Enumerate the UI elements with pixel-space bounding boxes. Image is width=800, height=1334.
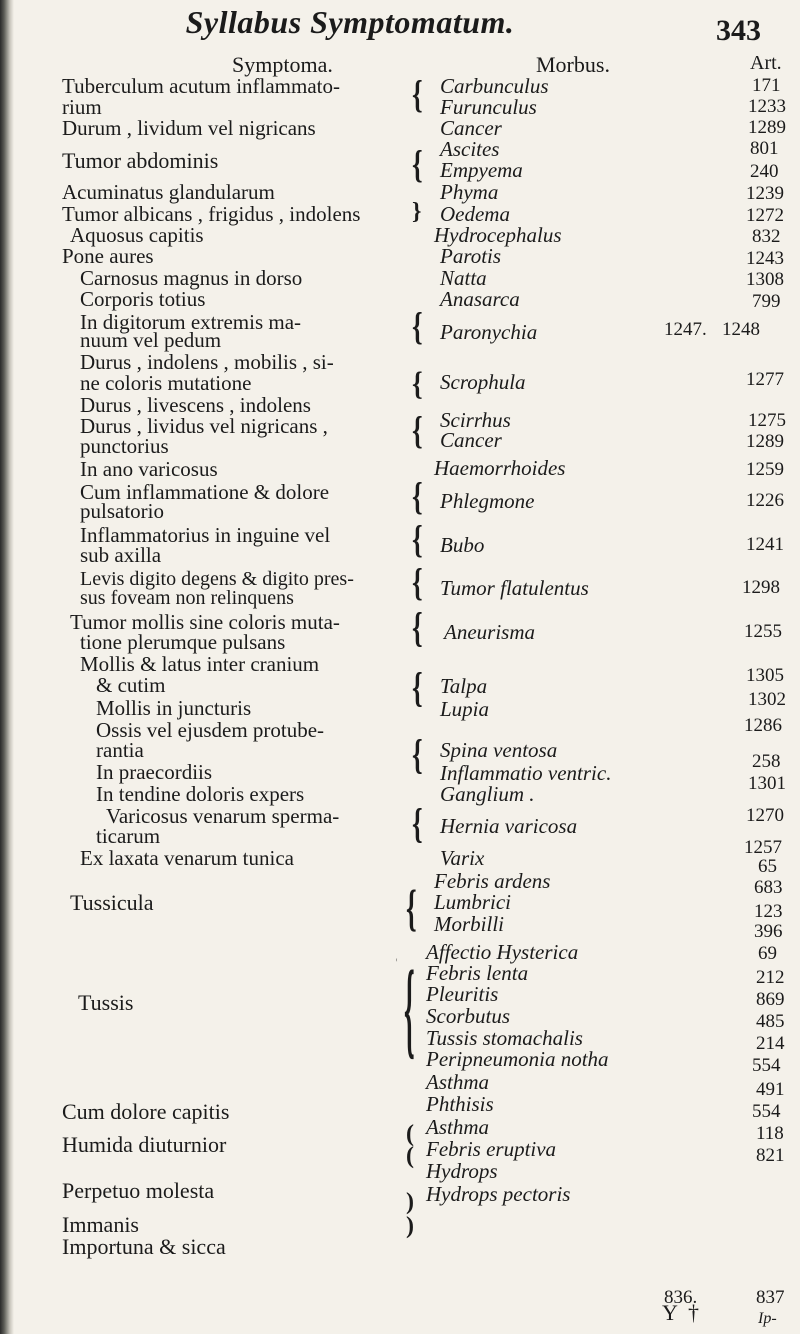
- symptom-line: Mollis & latus inter cranium: [80, 652, 320, 676]
- article-number: 821: [756, 1145, 785, 1166]
- brace: {: [396, 957, 398, 962]
- symptom-line: Cum inflammatione & dolore: [80, 480, 330, 504]
- symptom-line: Cum dolore capitis: [62, 1099, 230, 1124]
- disease-line: Tumor flatulentus: [440, 576, 589, 600]
- disease-line: Natta: [440, 266, 487, 290]
- symptom-line: tione plerumque pulsans: [80, 630, 286, 654]
- article-number: 837: [756, 1287, 785, 1308]
- disease-line: Peripneumonia notha: [426, 1047, 609, 1071]
- disease-line: Febris eruptiva: [426, 1137, 557, 1161]
- article-number: 240: [750, 161, 779, 182]
- disease-line: Cancer: [440, 428, 502, 452]
- symptom-line: Tumor mollis sine coloris muta-: [70, 610, 340, 634]
- article-number: 1241: [746, 534, 784, 555]
- symptom-line: Tussicula: [70, 890, 154, 915]
- symptom-line: Durum , lividum vel nigricans: [62, 116, 316, 140]
- symptom-line: ticarum: [96, 824, 161, 848]
- article-number: 1286: [744, 715, 782, 736]
- printer-mark: †: [688, 1300, 699, 1325]
- article-number: 801: [750, 138, 779, 159]
- article-number: 1272: [746, 205, 784, 226]
- article-number: 1275: [748, 410, 786, 431]
- symptom-line: Tussis: [78, 990, 134, 1015]
- symptom-line: sus foveam non relinquens: [80, 587, 294, 609]
- disease-line: Parotis: [440, 244, 502, 268]
- disease-line: Furunculus: [440, 95, 537, 119]
- article-number: 1257: [744, 837, 782, 858]
- disease-line: Affectio Hysterica: [426, 940, 579, 964]
- symptom-line: In digitorum extremis ma-: [80, 310, 302, 334]
- brace: }: [412, 198, 422, 225]
- cross-reference: 836.: [664, 1287, 698, 1308]
- disease-line: Phlegmone: [440, 489, 535, 513]
- disease-line: Scorbutus: [426, 1004, 510, 1028]
- symptom-line: Durus , lividus vel nigricans ,: [80, 414, 328, 438]
- symptom-line: Tumor albicans , frigidus , indolens: [62, 202, 361, 226]
- symptom-line: & cutim: [96, 673, 166, 697]
- disease-line: Cancer: [440, 116, 502, 140]
- disease-line: Aneurisma: [444, 620, 535, 644]
- article-number: 1259: [746, 459, 784, 480]
- article-number: 69: [758, 943, 777, 964]
- brace: {: [412, 305, 423, 349]
- brace: {: [412, 409, 423, 453]
- disease-line: Lumbrici: [434, 890, 512, 914]
- art-column-header: Art.: [750, 52, 782, 74]
- article-number: 1277: [746, 369, 784, 390]
- article-number: 485: [756, 1011, 785, 1032]
- disease-line: Ganglium .: [440, 782, 535, 806]
- brace: {: [412, 801, 423, 848]
- disease-line: Bubo: [440, 533, 485, 557]
- disease-line: Asthma: [426, 1115, 489, 1139]
- brace: {: [404, 950, 415, 1070]
- article-number: 1233: [748, 96, 786, 117]
- disease-line: Phyma: [440, 180, 499, 204]
- page-number: 343: [716, 14, 761, 47]
- article-number: 491: [756, 1079, 785, 1100]
- symptom-line: sub axilla: [80, 543, 162, 567]
- brace: {: [412, 561, 423, 605]
- article-number: 1305: [746, 665, 784, 686]
- article-number: 118: [756, 1123, 784, 1144]
- article-number: 1308: [746, 269, 784, 290]
- symptom-line: pulsatorio: [80, 499, 164, 523]
- binding-edge: [0, 0, 14, 1334]
- brace: {: [412, 143, 423, 187]
- brace: (: [406, 1142, 414, 1169]
- disease-line: Scirrhus: [440, 408, 511, 432]
- symptom-line: ne coloris mutatione: [80, 371, 252, 395]
- article-number: 258: [752, 751, 781, 772]
- article-number: 1298: [742, 577, 780, 598]
- article-number: 396: [754, 921, 783, 942]
- article-number: 554: [752, 1101, 781, 1122]
- article-number: 554: [752, 1055, 781, 1076]
- symptom-line: Durus , indolens , mobilis , si-: [80, 350, 334, 374]
- symptom-line: rium: [62, 95, 102, 119]
- symptom-line: Mollis in juncturis: [96, 696, 252, 720]
- symptom-line: Pone aures: [62, 244, 154, 268]
- running-head: Syllabus Symptomatum.: [185, 4, 515, 40]
- symptom-line: Levis digito degens & digito pres-: [80, 568, 354, 590]
- disease-line: Phthisis: [426, 1092, 494, 1116]
- article-number: 683: [754, 877, 783, 898]
- article-number: 214: [756, 1033, 785, 1054]
- disease-line: Spina ventosa: [440, 738, 558, 762]
- disease-line: Hernia varicosa: [440, 814, 578, 838]
- symptom-line: Varicosus venarum sperma-: [106, 804, 340, 828]
- article-number: 1243: [746, 248, 784, 269]
- disease-line: Lupia: [440, 697, 490, 721]
- article-number: 171: [752, 75, 781, 96]
- symptom-line: Importuna & sicca: [62, 1234, 226, 1259]
- disease-line: Talpa: [440, 674, 488, 698]
- symptom-line: Acuminatus glandularum: [62, 180, 275, 204]
- article-number: 799: [752, 291, 781, 312]
- symptom-line: Humida diuturnior: [62, 1132, 227, 1157]
- disease-line: Oedema: [440, 202, 510, 226]
- brace: {: [412, 475, 423, 519]
- symptom-line: Tuberculum acutum inflammato-: [62, 74, 341, 98]
- symptom-line: Ossis vel ejusdem protube-: [96, 718, 325, 742]
- symptom-line: In tendine doloris expers: [96, 782, 305, 806]
- article-number: 212: [756, 967, 785, 988]
- cross-reference: 1247.: [664, 319, 707, 340]
- disease-line: Morbilli: [434, 912, 505, 936]
- brace: {: [412, 365, 423, 403]
- disease-line: Febris lenta: [426, 961, 529, 985]
- brace: {: [412, 732, 423, 779]
- disease-line: Hydrops: [426, 1159, 498, 1183]
- symptom-line: Durus , livescens , indolens: [80, 393, 311, 417]
- disease-line: Febris ardens: [434, 869, 551, 893]
- brace: ): [406, 1212, 414, 1239]
- symptom-line: Inflammatorius in inguine vel: [80, 523, 331, 547]
- brace: {: [412, 73, 423, 117]
- brace: {: [412, 605, 423, 652]
- disease-line: Hydrocephalus: [434, 223, 562, 247]
- disease-line: Tussis stomachalis: [426, 1026, 583, 1050]
- brace: {: [412, 518, 423, 562]
- article-number: 1289: [748, 117, 786, 138]
- disease-line: Paronychia: [440, 320, 538, 344]
- symptom-line: In ano varicosus: [80, 457, 218, 481]
- brace: ): [406, 1188, 414, 1215]
- symptom-line: nuum vel pedum: [80, 328, 222, 352]
- disease-line: Haemorrhoides: [434, 456, 566, 480]
- article-number: 1270: [746, 805, 784, 826]
- symptom-line: punctorius: [80, 434, 169, 458]
- disease-line: Pleuritis: [426, 982, 499, 1006]
- article-number: 1289: [746, 431, 784, 452]
- article-number: 65: [758, 856, 777, 877]
- article-number: 1302: [748, 689, 786, 710]
- disease-line: Scrophula: [440, 370, 526, 394]
- article-number: 1239: [746, 183, 784, 204]
- symptom-line: Ex laxata venarum tunica: [80, 846, 294, 870]
- catchword: Ip-: [758, 1310, 777, 1327]
- disease-line: Ascites: [440, 137, 500, 161]
- symptom-line: In praecordiis: [96, 760, 213, 784]
- symptom-line: Tumor abdominis: [62, 148, 219, 173]
- symptom-line: Corporis totius: [80, 287, 206, 311]
- symptom-line: Immanis: [62, 1212, 139, 1237]
- disease-line: Inflammatio ventric.: [440, 761, 612, 785]
- article-number: 832: [752, 226, 781, 247]
- symptoma-column-header: Symptoma.: [232, 52, 333, 77]
- signature-mark: Y: [662, 1300, 678, 1325]
- symptom-line: Aquosus capitis: [70, 223, 204, 247]
- symptom-line: Carnosus magnus in dorso: [80, 266, 303, 290]
- brace: {: [406, 880, 417, 937]
- symptom-line: Perpetuo molesta: [62, 1178, 215, 1203]
- article-number: 123: [754, 901, 783, 922]
- disease-line: Hydrops pectoris: [426, 1182, 571, 1206]
- brace: (: [406, 1120, 414, 1147]
- article-number: 1255: [744, 621, 782, 642]
- article-number: 869: [756, 989, 785, 1010]
- article-number: 1226: [746, 490, 784, 511]
- article-number: 1301: [748, 773, 786, 794]
- disease-line: Varix: [440, 846, 485, 870]
- brace: {: [412, 665, 423, 712]
- disease-line: Empyema: [440, 158, 523, 182]
- disease-line: Anasarca: [440, 287, 520, 311]
- morbus-column-header: Morbus.: [536, 52, 610, 77]
- article-number: 1248: [722, 319, 760, 340]
- symptom-line: rantia: [96, 738, 144, 762]
- disease-line: Carbunculus: [440, 74, 549, 98]
- disease-line: Asthma: [426, 1070, 489, 1094]
